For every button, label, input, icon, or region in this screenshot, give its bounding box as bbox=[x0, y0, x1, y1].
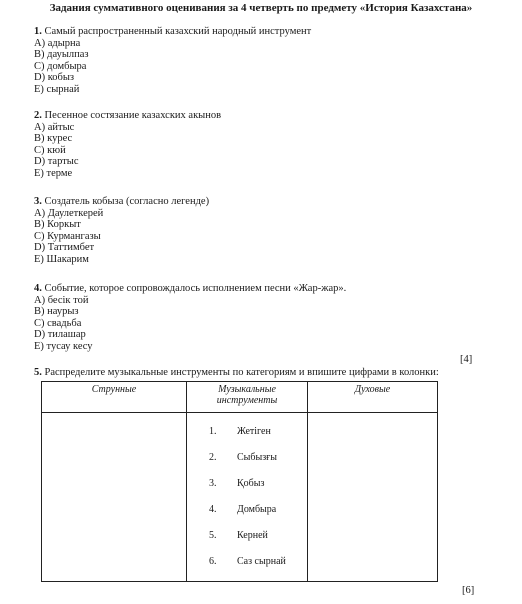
score-marker: [4] bbox=[460, 354, 473, 365]
question-number: 1. bbox=[34, 26, 42, 37]
answer-option: A) бесік той bbox=[34, 294, 89, 306]
instrument-list bbox=[187, 413, 307, 581]
instrument-list-cell bbox=[187, 413, 308, 582]
answer-option: E) сырнай bbox=[34, 83, 80, 95]
question-text: Самый распространенный казахский народный инструмент bbox=[44, 26, 312, 37]
instrument-item: 5. Керней bbox=[209, 530, 268, 541]
question-text: Событие, которое сопровождалось исполнением песни «Жар-жар». bbox=[44, 283, 347, 294]
answer-option: C) кюй bbox=[34, 144, 66, 156]
answer-option: D) тартыс bbox=[34, 156, 79, 168]
question-number: 4. bbox=[34, 283, 42, 294]
answer-option: A) Даулеткерей bbox=[34, 207, 104, 219]
score-marker: [6] bbox=[462, 585, 475, 596]
question-text: Создатель кобыза (согласно легенде) bbox=[44, 196, 210, 207]
instrument-item: 2. Сыбызғы bbox=[209, 452, 277, 463]
question-text: Песенное состязание казахских акынов bbox=[44, 110, 222, 121]
question-number: 5. bbox=[34, 367, 42, 378]
answer-option: C) домбыра bbox=[34, 60, 87, 72]
answer-option: B) Коркыт bbox=[34, 219, 81, 231]
question-5 bbox=[34, 367, 439, 378]
instrument-categories-table bbox=[41, 381, 438, 582]
answer-option: B) дауылпаз bbox=[34, 49, 89, 61]
answer-option: D) тилашар bbox=[34, 329, 86, 341]
answer-option: A) адырна bbox=[34, 37, 81, 49]
instrument-item: 1. Жетіген bbox=[209, 426, 271, 437]
answer-option: D) Таттимбет bbox=[34, 242, 95, 254]
question-number: 3. bbox=[34, 196, 42, 207]
question-text: Распределите музыкальные инструменты по категориям и впишите цифрами в колонки: bbox=[44, 367, 439, 378]
answer-option: E) терме bbox=[34, 167, 73, 179]
worksheet-title: Задания суммативного оценивания за 4 четверть по предмету «История Казахстана» bbox=[49, 2, 473, 14]
answer-option: E) тусау кесу bbox=[34, 340, 93, 352]
question-3 bbox=[34, 196, 209, 266]
question-1 bbox=[34, 26, 311, 96]
header-strings: Струнные bbox=[42, 382, 187, 413]
instrument-item: 3. Қобыз bbox=[209, 478, 265, 489]
answer-option: C) свадьба bbox=[34, 317, 82, 329]
answer-option: E) Шакарим bbox=[34, 253, 89, 265]
answer-option: B) курес bbox=[34, 133, 73, 145]
answer-option: A) айтыс bbox=[34, 121, 75, 133]
question-4 bbox=[34, 283, 346, 353]
header-wind: Духовые bbox=[308, 382, 438, 413]
answer-option: D) кобыз bbox=[34, 72, 75, 84]
answer-option: B) наурыз bbox=[34, 306, 79, 318]
answer-option: C) Курмангазы bbox=[34, 230, 101, 242]
question-number: 2. bbox=[34, 110, 42, 121]
wind-answer-cell[interactable] bbox=[308, 413, 438, 582]
instrument-item: 4. Домбыра bbox=[209, 504, 277, 515]
instrument-item: 6. Саз сырнай bbox=[209, 556, 286, 567]
question-2 bbox=[34, 110, 221, 180]
strings-answer-cell[interactable] bbox=[42, 413, 187, 582]
header-instruments: Музыкальные инструменты bbox=[187, 382, 308, 413]
